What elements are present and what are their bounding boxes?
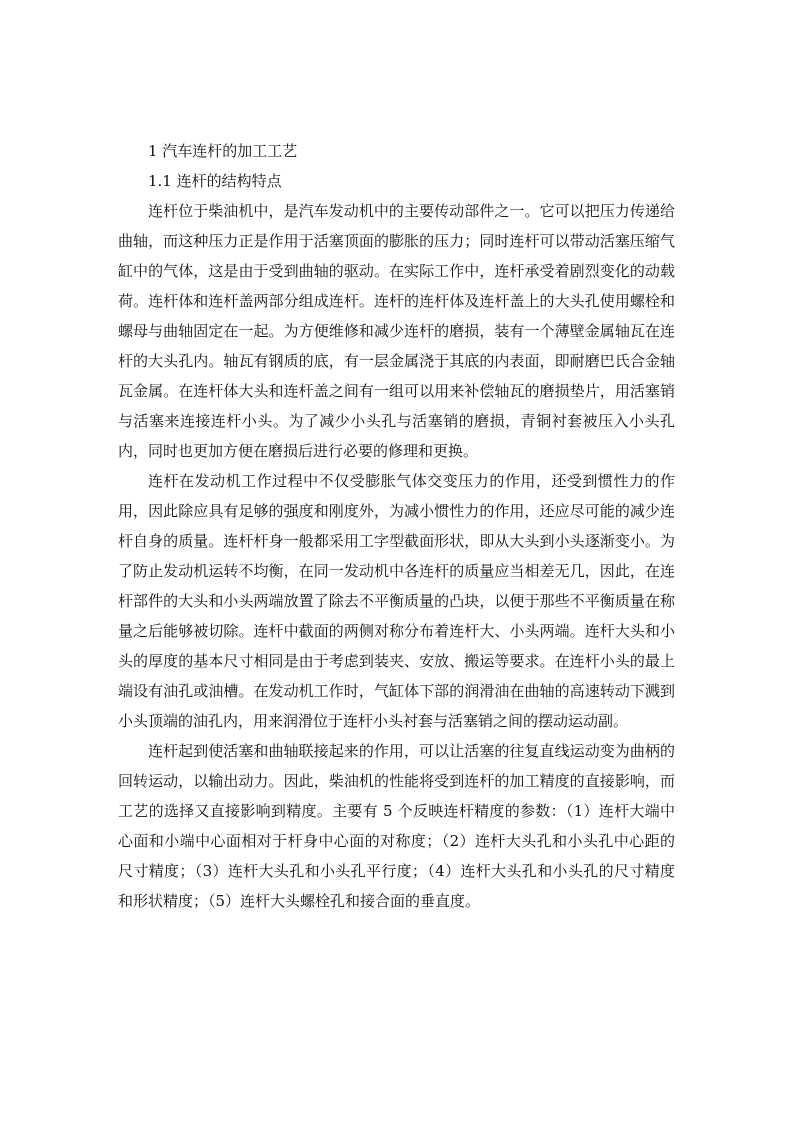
paragraph-precision: 连杆起到使活塞和曲轴联接起来的作用，可以让活塞的往复直线运动变为曲柄的回转运动，以输出动力。因此，柴油机的性能将受到连杆的加工精度的直接影响，而工艺的选择又直接影响到精度。主要有 5 个反映连杆精度的参数：（1）连杆大端中心面和小端中心面相对于杆身中心面的对称度；（2）连杆大头孔和小头孔中心距的尺寸精度；（3）连杆大头孔和小头孔平行度；（4）连杆大头孔和小头孔的尺寸精度和形状精度；（5）连杆大头螺栓孔和接合面的垂直度。 xyxy=(118,742,675,910)
paragraph-forces: 连杆在发动机工作过程中不仅受膨胀气体交变压力的作用，还受到惯性力的作用，因此除应具有足够的强度和刚度外，为减小惯性力的作用，还应尽可能的减少连杆自身的质量。连杆杆身一般都采用工字型截面形状，即从大头到小头逐渐变小。为了防止发动机运转不均衡，在同一发动机中各连杆的质量应当相差无几，因此，在连杆部件的大头和小头两端放置了除去不平衡质量的凸块，以便于那些不平衡质量在称量之后能够被切除。连杆中截面的两侧对称分布着连杆大、小头两端。连杆大头和小头的厚度的基本尺寸相同是由于考虑到装夹、安放、搬运等要求。在连杆小头的最上端设有油孔或油槽。在发动机工作时，气缸体下部的润滑油在曲轴的高速转动下溅到小头顶端的油孔内，用来润滑位于连杆小头衬套与活塞销之间的摆动运动副。 xyxy=(118,472,675,730)
document-body xyxy=(118,136,675,916)
subsection-heading: 1.1 连杆的结构特点 xyxy=(148,172,282,190)
section-heading: 1 汽车连杆的加工工艺 xyxy=(148,142,298,160)
paragraph-structure: 连杆位于柴油机中，是汽车发动机中的主要传动部件之一。它可以把压力传递给曲轴，而这种压力正是作用于活塞顶面的膨胀的压力；同时连杆可以带动活塞压缩气缸中的气体，这是由于受到曲轴的驱动。在实际工作中，连杆承受着剧烈变化的动载荷。连杆体和连杆盖两部分组成连杆。连杆的连杆体及连杆盖上的大头孔使用螺栓和螺母与曲轴固定在一起。为方便维修和减少连杆的磨损，装有一个薄壁金属轴瓦在连杆的大头孔内。轴瓦有钢质的底，有一层金属浇于其底的内表面，即耐磨巴氏合金轴瓦金属。在连杆体大头和连杆盖之间有一组可以用来补偿轴瓦的磨损垫片，用活塞销与活塞来连接连杆小头。为了减少小头孔与活塞销的磨损，青铜衬套被压入小头孔内，同时也更加方便在磨损后进行必要的修理和更换。 xyxy=(118,202,675,460)
